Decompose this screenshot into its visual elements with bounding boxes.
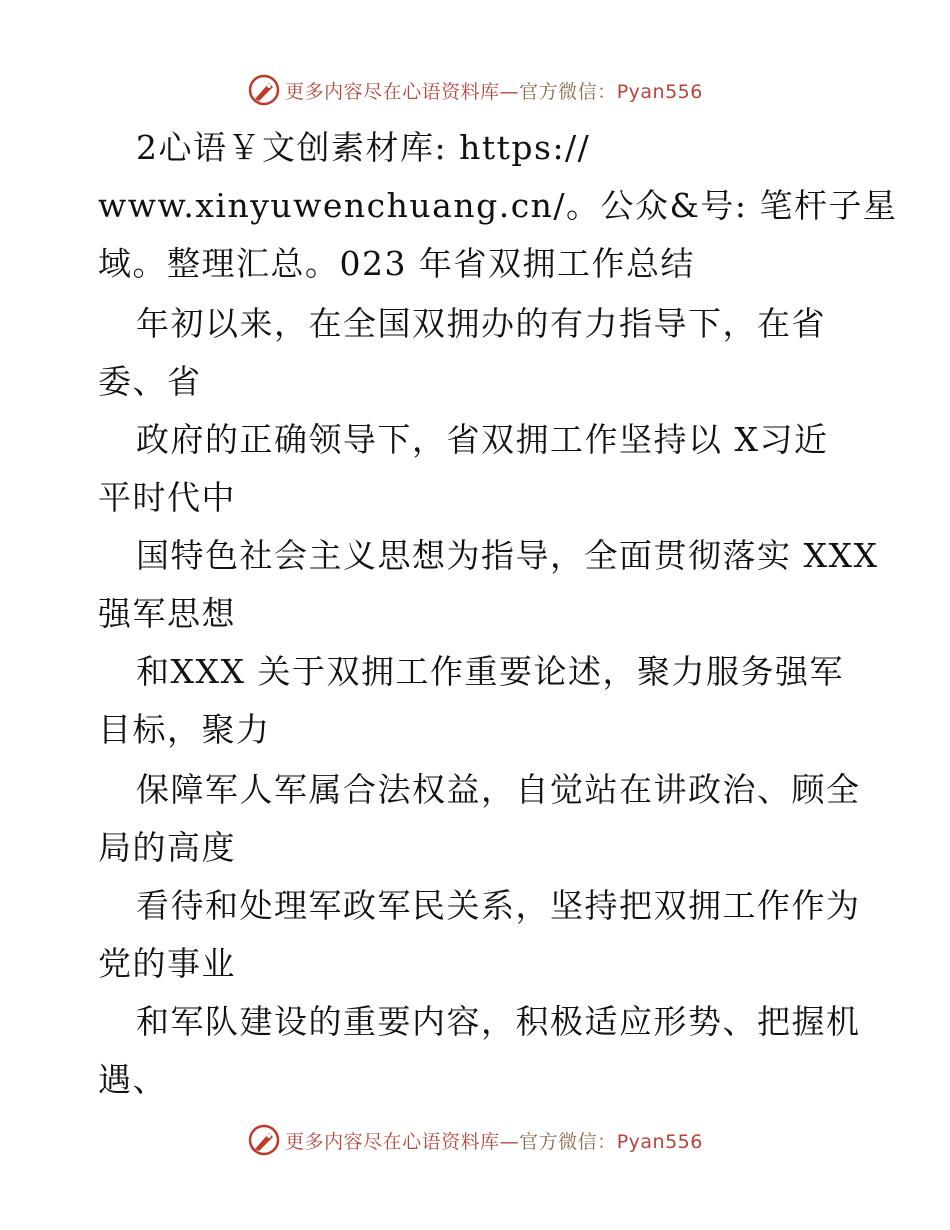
text-line: 平时代中 — [98, 478, 236, 517]
text-line: 局的高度 — [98, 828, 236, 867]
wechat-id: Pyan556 — [616, 80, 703, 103]
banner-dash: — — [499, 1130, 520, 1153]
banner-title: 更多内容尽在心语资料库 — [285, 1130, 500, 1153]
text-line: 目标，聚力 — [98, 710, 271, 749]
text-line: 保障军人军属合法权益，自觉站在讲政治、顾全 — [136, 770, 861, 809]
pen-nib-icon — [247, 1123, 281, 1157]
wechat-label: 官方微信： — [519, 80, 617, 103]
banner-text — [285, 1127, 703, 1154]
text-line: 党的事业 — [98, 944, 236, 983]
text-line: 政府的正确领导下，省双拥工作坚持以 X习近 — [136, 420, 829, 459]
text-line: 委、省 — [98, 362, 202, 401]
text-line: 国特色社会主义思想为指导，全面贯彻落实 XXX — [136, 536, 879, 575]
text-line: www.xinyuwenchuang.cn/。公众&号: 笔杆子星 — [98, 186, 898, 225]
text-line: 和军队建设的重要内容，积极适应形势、把握机 — [136, 1002, 861, 1041]
text-line: 域。整理汇总。023 年省双拥工作总结 — [98, 244, 695, 283]
text-line: 强军思想 — [98, 594, 236, 633]
banner-text — [285, 77, 703, 104]
pen-nib-icon — [247, 73, 281, 107]
text-line: 年初以来，在全国双拥办的有力指导下，在省 — [136, 304, 826, 343]
wechat-id: Pyan556 — [616, 1130, 703, 1153]
text-line: 看待和处理军政军民关系，坚持把双拥工作作为 — [136, 886, 861, 925]
banner-dash: — — [499, 80, 520, 103]
header-banner — [0, 70, 950, 110]
banner-title: 更多内容尽在心语资料库 — [285, 80, 500, 103]
wechat-label: 官方微信： — [519, 1130, 617, 1153]
text-line: 2心语￥文创素材库: https:// — [136, 128, 591, 167]
text-line: 遇、 — [98, 1060, 167, 1099]
text-line: 和XXX 关于双拥工作重要论述，聚力服务强军 — [136, 652, 844, 691]
footer-banner — [0, 1120, 950, 1160]
